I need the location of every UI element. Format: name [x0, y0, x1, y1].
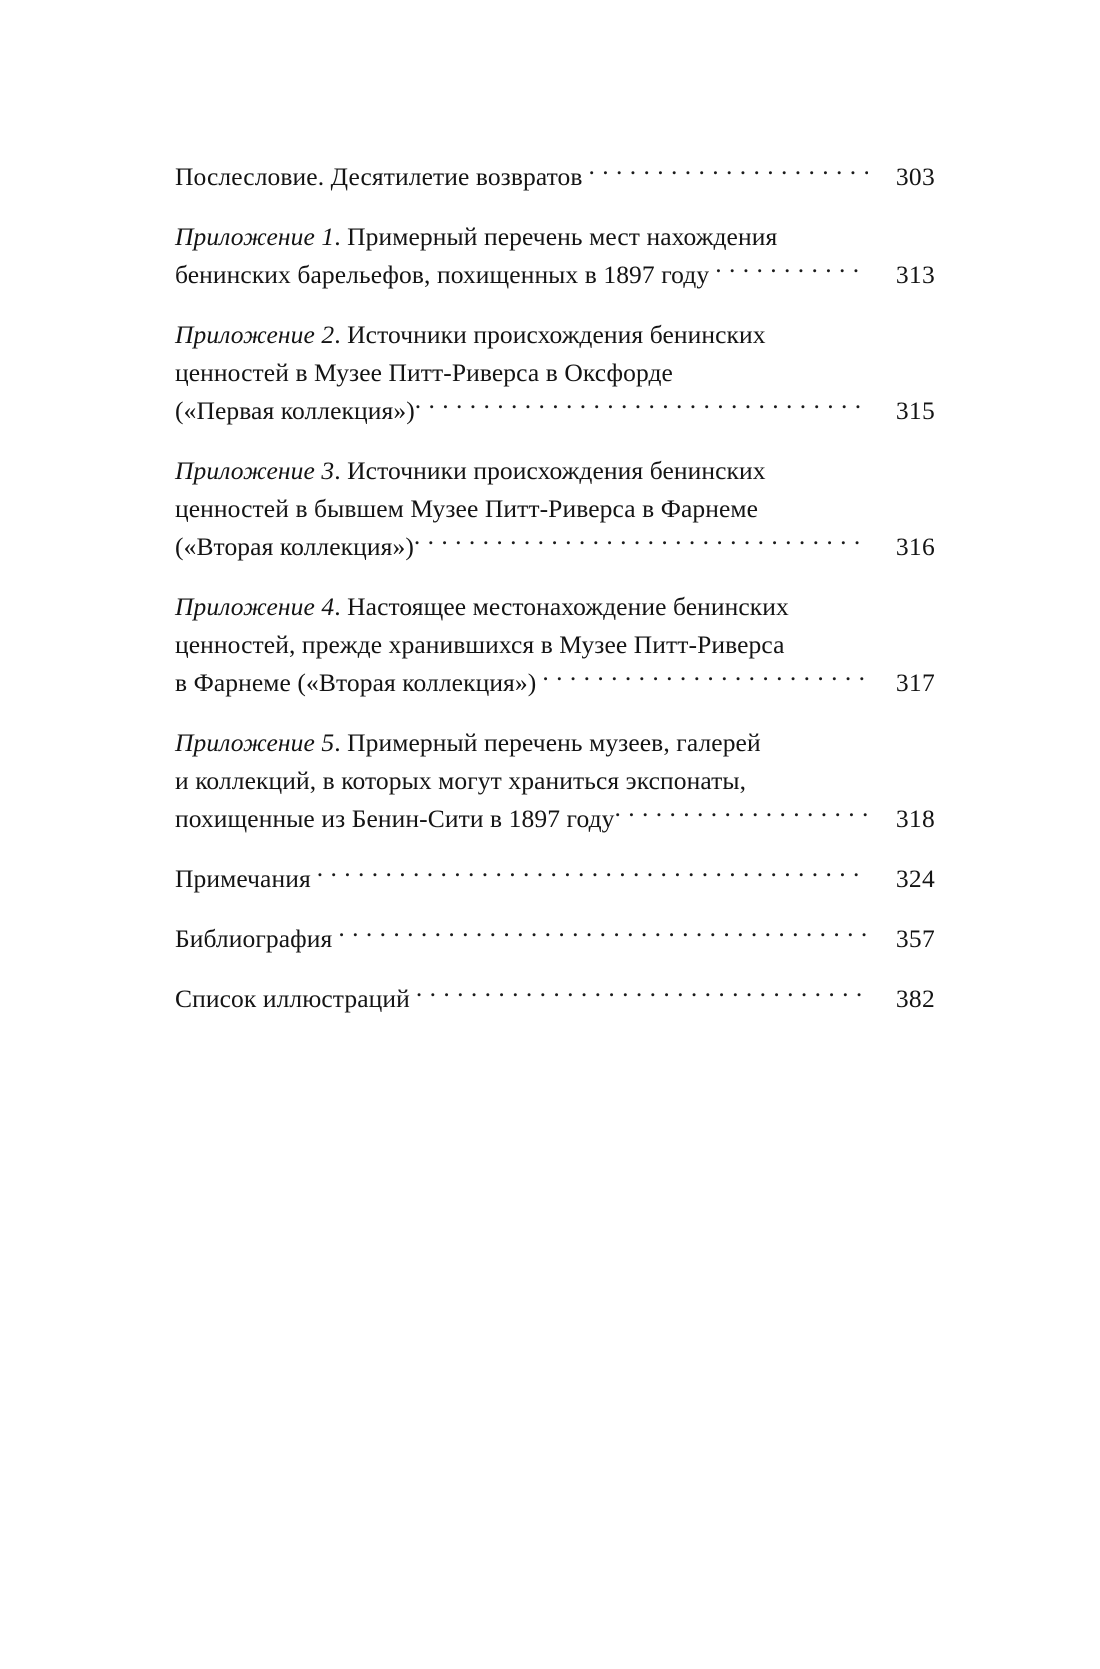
toc-entry-title: . Настоящее местонахождение бенинских: [334, 592, 789, 621]
toc-entry-appendix-2[interactable]: [175, 316, 935, 430]
toc-page-number: 316: [895, 532, 935, 561]
toc-entry-title: . Источники происхождения бенинских: [334, 320, 766, 349]
toc-entry-title-cont: ценностей в бывшем Музее Питт-Риверса в Фарнеме: [175, 494, 759, 523]
toc-page-number: 303: [895, 162, 935, 191]
toc-page-number: 382: [895, 984, 935, 1013]
toc-line: [175, 762, 935, 800]
toc-line: [175, 256, 935, 294]
toc-entry-title-cont: («Вторая коллекция»): [175, 532, 414, 561]
table-of-contents: [175, 158, 935, 1018]
toc-entry-title-cont: ценностей, прежде хранившихся в Музее Питт-Риверса: [175, 630, 785, 659]
toc-entry-appendix-3[interactable]: [175, 452, 935, 566]
appendix-label: Приложение 5: [175, 728, 335, 757]
toc-line: [175, 980, 935, 1018]
toc-entry-title-cont: похищенные из Бенин-Сити в 1897 году: [175, 804, 615, 833]
appendix-label: Приложение 2: [175, 320, 335, 349]
toc-line: [175, 626, 935, 664]
toc-entry-appendix-5[interactable]: [175, 724, 935, 838]
dot-leader: [589, 160, 868, 186]
toc-line: [175, 452, 935, 490]
toc-entry-title-cont: в Фарнеме («Вторая коллекция»): [175, 668, 537, 697]
dot-leader: [416, 982, 868, 1008]
toc-line: [175, 664, 935, 702]
toc-entry-title: Примечания: [175, 864, 311, 893]
toc-page-number: 324: [895, 864, 935, 893]
toc-page-number: 318: [895, 804, 935, 833]
toc-entry-title-cont: ценностей в Музее Питт-Риверса в Оксфорде: [175, 358, 673, 387]
toc-entry-appendix-4[interactable]: [175, 588, 935, 702]
toc-page-number: 317: [895, 668, 935, 697]
toc-line: [175, 218, 935, 256]
toc-line: [175, 528, 935, 566]
toc-entry-list-of-illustrations[interactable]: [175, 980, 935, 1018]
dot-leader: [415, 394, 868, 420]
toc-entry-title: . Примерный перечень музеев, галерей: [334, 728, 761, 757]
toc-page-number: 315: [895, 396, 935, 425]
dot-leader: [715, 258, 868, 284]
toc-entry-title: Список иллюстраций: [175, 984, 410, 1013]
toc-line: [175, 316, 935, 354]
toc-line: [175, 860, 935, 898]
dot-leader: [414, 530, 868, 556]
dot-leader: [615, 802, 869, 828]
toc-entry-title-cont: и коллекций, в которых могут храниться экспонаты,: [175, 766, 747, 795]
toc-line: [175, 354, 935, 392]
appendix-label: Приложение 4: [175, 592, 335, 621]
toc-entry-title-cont: («Первая коллекция»): [175, 396, 415, 425]
toc-page-number: 313: [895, 260, 935, 289]
toc-line: [175, 588, 935, 626]
toc-entry-title: . Примерный перечень мест нахождения: [334, 222, 778, 251]
toc-entry-title: . Источники происхождения бенинских: [334, 456, 766, 485]
appendix-label: Приложение 3: [175, 456, 335, 485]
toc-line: [175, 490, 935, 528]
toc-line: [175, 800, 935, 838]
dot-leader: [542, 666, 868, 692]
toc-line: [175, 724, 935, 762]
toc-entry-bibliography[interactable]: [175, 920, 935, 958]
toc-entry-title: Послесловие. Десятилетие возвратов: [175, 162, 583, 191]
toc-line: [175, 392, 935, 430]
appendix-label: Приложение 1: [175, 222, 335, 251]
toc-entry-notes[interactable]: [175, 860, 935, 898]
toc-entry-title-cont: бенинских барельефов, похищенных в 1897 году: [175, 260, 710, 289]
toc-entry-title: Библиография: [175, 924, 333, 953]
toc-page-number: 357: [895, 924, 935, 953]
toc-line: [175, 158, 935, 196]
dot-leader: [338, 922, 868, 948]
dot-leader: [317, 862, 868, 888]
toc-line: [175, 920, 935, 958]
toc-entry-appendix-1[interactable]: [175, 218, 935, 294]
toc-entry-afterword[interactable]: [175, 158, 935, 196]
